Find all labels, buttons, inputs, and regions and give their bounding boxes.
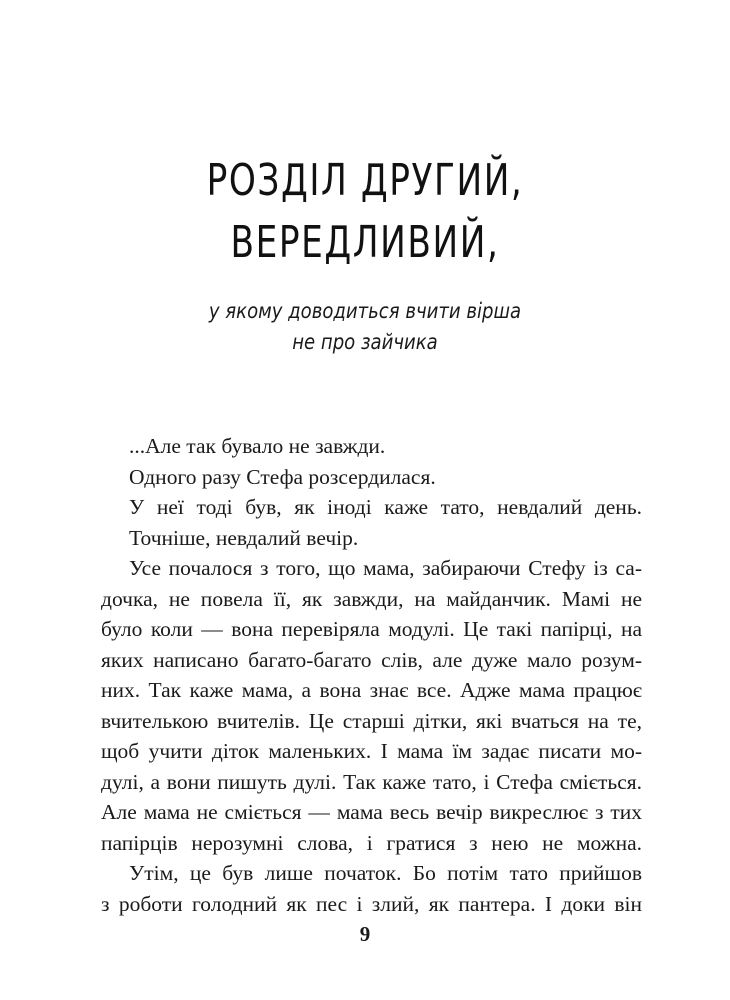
text-line: Утім, це був лише початок. Бо потім тато прийшов bbox=[129, 861, 642, 885]
text-line: них. Так каже мама, а вона знає все. Адже мама працює bbox=[101, 678, 642, 702]
text-line: папірців нерозумні слова, і гратися з нею не можна. bbox=[101, 830, 642, 855]
text-line: У неї тоді був, як іноді каже тато, невдалий день. bbox=[129, 495, 642, 519]
chapter-subtitle-line-1: у якому доводиться вчити вірша bbox=[208, 299, 522, 323]
text-line: було коли — вона перевіряла модулі. Це такі папірці, на bbox=[101, 617, 642, 641]
page-number: 9 bbox=[359, 922, 371, 946]
chapter-title-line-2: ВЕРЕДЛИВИЙ, bbox=[230, 217, 500, 268]
text-line: яких написано багато-багато слів, але дуже мало розум- bbox=[101, 647, 642, 672]
chapter-subtitle bbox=[51, 296, 679, 358]
text-line: щоб учити діток маленьких. І мама їм задає писати мо- bbox=[101, 739, 642, 763]
chapter-subtitle-line-2: не про зайчика bbox=[292, 330, 438, 354]
text-line: Але мама не сміється — мама весь вечір викреслює з тих bbox=[101, 800, 642, 824]
body-text bbox=[101, 431, 642, 919]
text-line: вчителькою вчителів. Це старші дітки, які вчаться на те, bbox=[101, 708, 642, 733]
chapter-title bbox=[80, 150, 649, 274]
text-line: дочка, не повела її, як завжди, на майданчик. Мамі не bbox=[101, 586, 642, 611]
text-line: дулі, а вони пишуть дулі. Так каже тато, і Стефа сміється. bbox=[101, 769, 642, 794]
text-line: Точніше, невдалий вечір. bbox=[129, 525, 359, 550]
text-line: Усе почалося з того, що мама, забираючи Стефу із са- bbox=[129, 556, 642, 580]
chapter-title-line-1: РОЗДІЛ ДРУГИЙ, bbox=[206, 155, 524, 206]
text-line: з роботи голодний як пес і злий, як пантера. І доки він bbox=[101, 891, 642, 916]
text-line: Одного разу Стефа розсердилася. bbox=[129, 464, 436, 489]
text-line: ...Але так бувало не завжди. bbox=[129, 434, 386, 458]
